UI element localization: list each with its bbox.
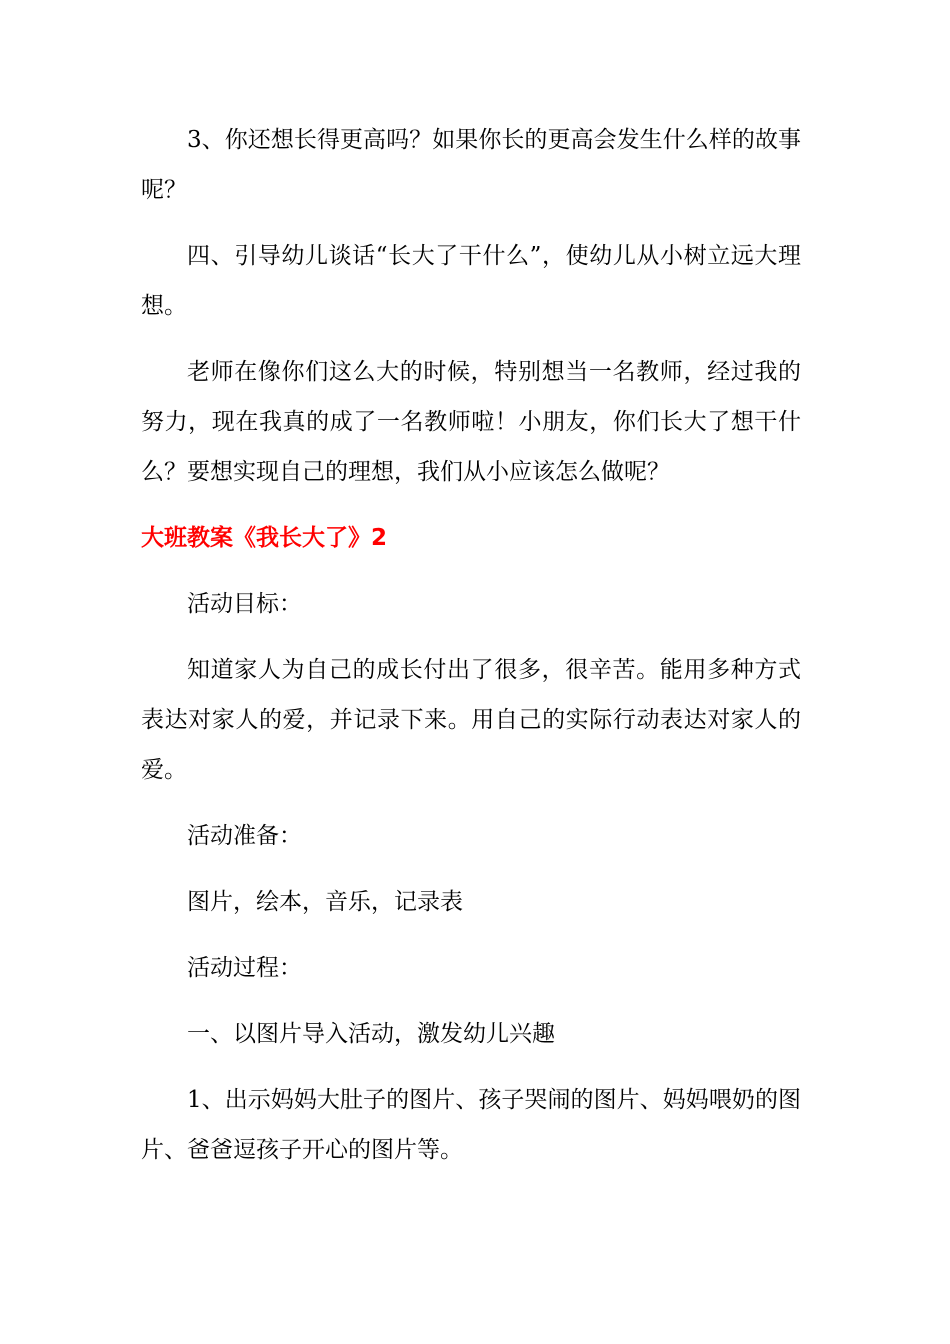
paragraph-step-1-heading: 一、以图片导入活动，激发幼儿兴趣	[187, 1021, 555, 1047]
paragraph-activity-goals-label: 活动目标：	[187, 591, 302, 617]
paragraph-step-1-detail: 1、出示妈妈大肚子的图片、孩子哭闹的图片、妈妈喂奶的图片、爸爸逗孩子开心的图片等。	[141, 1087, 801, 1163]
paragraph-activity-goals: 知道家人为自己的成长付出了很多，很辛苦。能用多种方式表达对家人的爱，并记录下来。用自己的实际行动表达对家人的爱。	[141, 657, 801, 783]
paragraph-activity-prep-label: 活动准备：	[187, 823, 302, 849]
paragraph-question-3: 3、你还想长得更高吗？如果你长的更高会发生什么样的故事呢？	[141, 127, 801, 203]
section-heading: 大班教案《我长大了》2	[141, 525, 388, 551]
paragraph-step-4: 四、引导幼儿谈话“长大了干什么”，使幼儿从小树立远大理想。	[141, 243, 801, 319]
paragraph-teacher-story: 老师在像你们这么大的时候，特别想当一名教师，经过我的努力，现在我真的成了一名教师啦！小朋友，你们长大了想干什么？要想实现自己的理想，我们从小应该怎么做呢？	[141, 359, 801, 485]
paragraph-activity-process-label: 活动过程：	[187, 955, 302, 981]
paragraph-activity-materials: 图片，绘本，音乐，记录表	[187, 889, 463, 915]
document-body	[141, 115, 801, 1191]
